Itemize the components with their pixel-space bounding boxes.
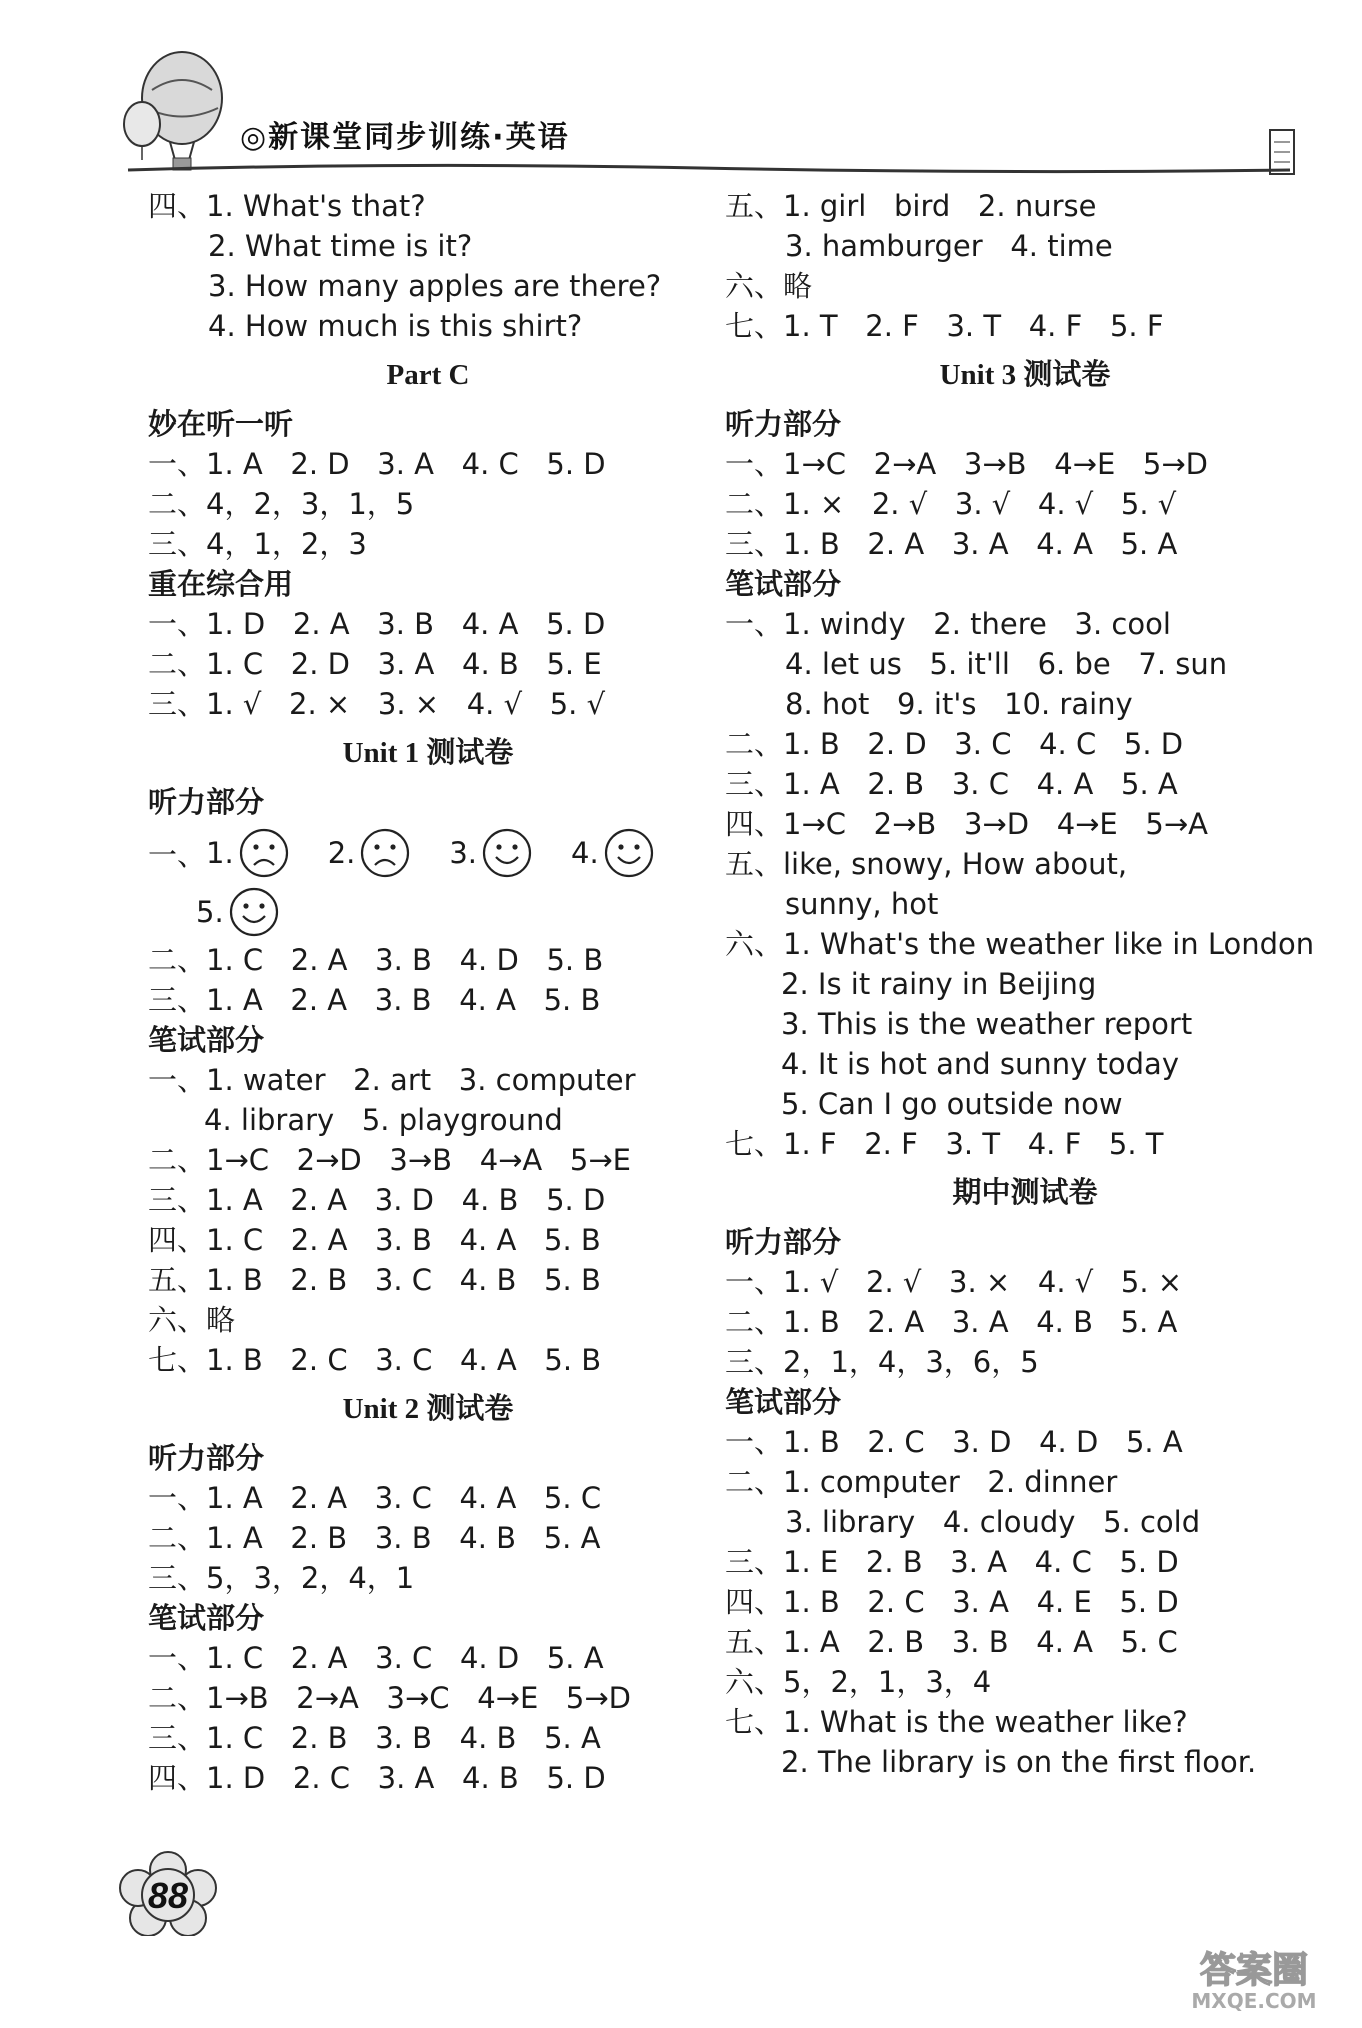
answer-line: 一、1. √ 2. √ 3. × 4. √ 5. × <box>725 1265 1183 1299</box>
answer-line: 2. The library is on the first floor. <box>781 1745 1257 1779</box>
book-icon <box>1270 130 1294 174</box>
answer-line: 4. How much is this shirt? <box>208 309 583 343</box>
subsection-label: 笔试部分 <box>725 567 842 601</box>
answer-line: 二、1. C 2. A 3. B 4. D 5. B <box>148 943 604 977</box>
header-title: ◎新课堂同步训练·英语 <box>240 120 570 155</box>
answer-line: 二、1→B 2→A 3→C 4→E 5→D <box>148 1681 632 1715</box>
row-prefix: 一、 <box>148 837 207 872</box>
answer-line: 3. How many apples are there? <box>208 269 662 303</box>
subsection-label: 听力部分 <box>148 1441 265 1475</box>
page-header <box>0 0 1362 200</box>
answer-line: 七、1. B 2. C 3. C 4. A 5. B <box>148 1343 602 1377</box>
answer-line: 二、1→C 2→D 3→B 4→A 5→E <box>148 1143 632 1177</box>
answer-line: 三、1. C 2. B 3. B 4. B 5. A <box>148 1721 601 1755</box>
answer-line: 4. It is hot and sunny today <box>781 1047 1179 1081</box>
subsection-label: 笔试部分 <box>148 1601 265 1635</box>
answer-line: 三、1. A 2. A 3. B 4. A 5. B <box>148 983 601 1017</box>
answer-line: 五、like, snowy, How about, <box>725 847 1128 881</box>
answer-line: 二、1. computer 2. dinner <box>725 1465 1118 1499</box>
answer-line: 一、1. water 2. art 3. computer <box>148 1063 636 1097</box>
answer-line: 七、1. What is the weather like? <box>725 1705 1188 1739</box>
section-heading: Part C <box>386 359 470 391</box>
watermark <box>1164 1944 1344 2014</box>
watermark-bottom: MXQE.COM <box>1191 1989 1317 2013</box>
face-answer-number: 4. <box>571 836 599 870</box>
section-heading: Unit 3 测试卷 <box>939 359 1111 391</box>
answer-line: 5. Can I go outside now <box>781 1087 1123 1121</box>
subsection-label: 听力部分 <box>725 1225 842 1259</box>
watermark-top: 答案圈 <box>1199 1950 1309 1991</box>
balloon-icon <box>124 52 222 170</box>
answer-line: 六、5，2，1，3，4 <box>725 1665 992 1699</box>
answer-line: 三、1. √ 2. × 3. × 4. √ 5. √ <box>148 687 606 721</box>
face-answer-row <box>148 822 708 884</box>
answer-line: 一、1. windy 2. there 3. cool <box>725 607 1171 641</box>
section-heading: Unit 1 测试卷 <box>342 737 514 769</box>
answer-line: sunny, hot <box>785 887 939 921</box>
face-answer-number: 1. <box>206 836 234 870</box>
smiley-face-icon <box>481 827 533 879</box>
answer-line: 2. Is it rainy in Beijing <box>781 967 1097 1001</box>
answer-line: 二、1. B 2. D 3. C 4. C 5. D <box>725 727 1184 761</box>
answer-line: 三、1. B 2. A 3. A 4. A 5. A <box>725 527 1178 561</box>
answer-line: 4. let us 5. it'll 6. be 7. sun <box>785 647 1228 681</box>
answer-line: 六、略 <box>148 1303 236 1337</box>
answer-line: 七、1. F 2. F 3. T 4. F 5. T <box>725 1127 1164 1161</box>
answer-line: 二、1. A 2. B 3. B 4. B 5. A <box>148 1521 601 1555</box>
answer-line: 4. library 5. playground <box>204 1103 563 1137</box>
answer-line: 一、1→C 2→A 3→B 4→E 5→D <box>725 447 1209 481</box>
answer-line: 三、4，1，2，3 <box>148 527 367 561</box>
answer-line: 五、1. girl bird 2. nurse <box>725 189 1097 223</box>
answer-line: 一、1. D 2. A 3. B 4. A 5. D <box>148 607 606 641</box>
answer-line: 3. hamburger 4. time <box>785 229 1113 263</box>
page-number-badge <box>118 1850 218 1936</box>
answer-line: 三、1. E 2. B 3. A 4. C 5. D <box>725 1545 1179 1579</box>
answer-line: 三、1. A 2. B 3. C 4. A 5. A <box>725 767 1178 801</box>
face-answer <box>328 827 412 879</box>
face-answer-number: 5. <box>196 895 224 929</box>
subsection-label: 笔试部分 <box>725 1385 842 1419</box>
answer-line: 3. This is the weather report <box>781 1007 1193 1041</box>
section-heading: 期中测试卷 <box>952 1177 1098 1209</box>
smiley-face-icon <box>228 886 280 938</box>
answer-line: 四、1→C 2→B 3→D 4→E 5→A <box>725 807 1209 841</box>
face-answer <box>571 827 655 879</box>
face-answer-row <box>148 884 708 940</box>
answer-line: 六、略 <box>725 269 813 303</box>
answer-line: 四、1. B 2. C 3. A 4. E 5. D <box>725 1585 1179 1619</box>
answer-line: 六、1. What's the weather like in London <box>725 927 1315 961</box>
answer-line: 一、1. B 2. C 3. D 4. D 5. A <box>725 1425 1183 1459</box>
subsection-label: 笔试部分 <box>148 1023 265 1057</box>
answer-line: 四、1. C 2. A 3. B 4. A 5. B <box>148 1223 601 1257</box>
subsection-label: 听力部分 <box>148 785 265 819</box>
page-number: 88 <box>147 1875 189 1916</box>
right-column <box>725 186 1325 1782</box>
section-heading: Unit 2 测试卷 <box>342 1393 514 1425</box>
subsection-label: 听力部分 <box>725 407 842 441</box>
face-answer <box>206 827 290 879</box>
answer-line: 一、1. A 2. D 3. A 4. C 5. D <box>148 447 606 481</box>
answer-line: 一、1. A 2. A 3. C 4. A 5. C <box>148 1481 602 1515</box>
answer-line: 五、1. A 2. B 3. B 4. A 5. C <box>725 1625 1178 1659</box>
smiley-face-icon <box>603 827 655 879</box>
face-answer <box>196 886 280 938</box>
answer-line: 五、1. B 2. B 3. C 4. B 5. B <box>148 1263 601 1297</box>
face-answer-number: 3. <box>449 836 478 870</box>
sad-face-icon <box>359 827 411 879</box>
answer-line: 三、2，1，4，3，6，5 <box>725 1345 1039 1379</box>
subsection-label: 妙在听一听 <box>148 407 294 441</box>
answer-line: 8. hot 9. it's 10. rainy <box>785 687 1133 721</box>
answer-line: 四、1. D 2. C 3. A 4. B 5. D <box>148 1761 606 1795</box>
answer-line: 七、1. T 2. F 3. T 4. F 5. F <box>725 309 1164 343</box>
face-answer-number: 2. <box>327 836 356 870</box>
answer-line: 3. library 4. cloudy 5. cold <box>785 1505 1201 1539</box>
answer-line: 四、1. What's that? <box>148 189 426 223</box>
answer-line: 二、1. C 2. D 3. A 4. B 5. E <box>148 647 602 681</box>
answer-line: 一、1. C 2. A 3. C 4. D 5. A <box>148 1641 604 1675</box>
header-decoration <box>0 0 1362 200</box>
answer-line: 三、1. A 2. A 3. D 4. B 5. D <box>148 1183 606 1217</box>
subsection-label: 重在综合用 <box>148 567 294 601</box>
answer-line: 2. What time is it? <box>208 229 473 263</box>
flower-icon <box>118 1850 218 1936</box>
answer-line: 二、4，2，3，1，5 <box>148 487 415 521</box>
face-answer <box>449 827 533 879</box>
left-column <box>148 186 708 1798</box>
answer-line: 二、1. B 2. A 3. A 4. B 5. A <box>725 1305 1178 1339</box>
answer-line: 三、5，3，2，4，1 <box>148 1561 415 1595</box>
answer-line: 二、1. × 2. √ 3. √ 4. √ 5. √ <box>725 487 1177 521</box>
sad-face-icon <box>238 827 290 879</box>
header-rule <box>128 165 1290 171</box>
